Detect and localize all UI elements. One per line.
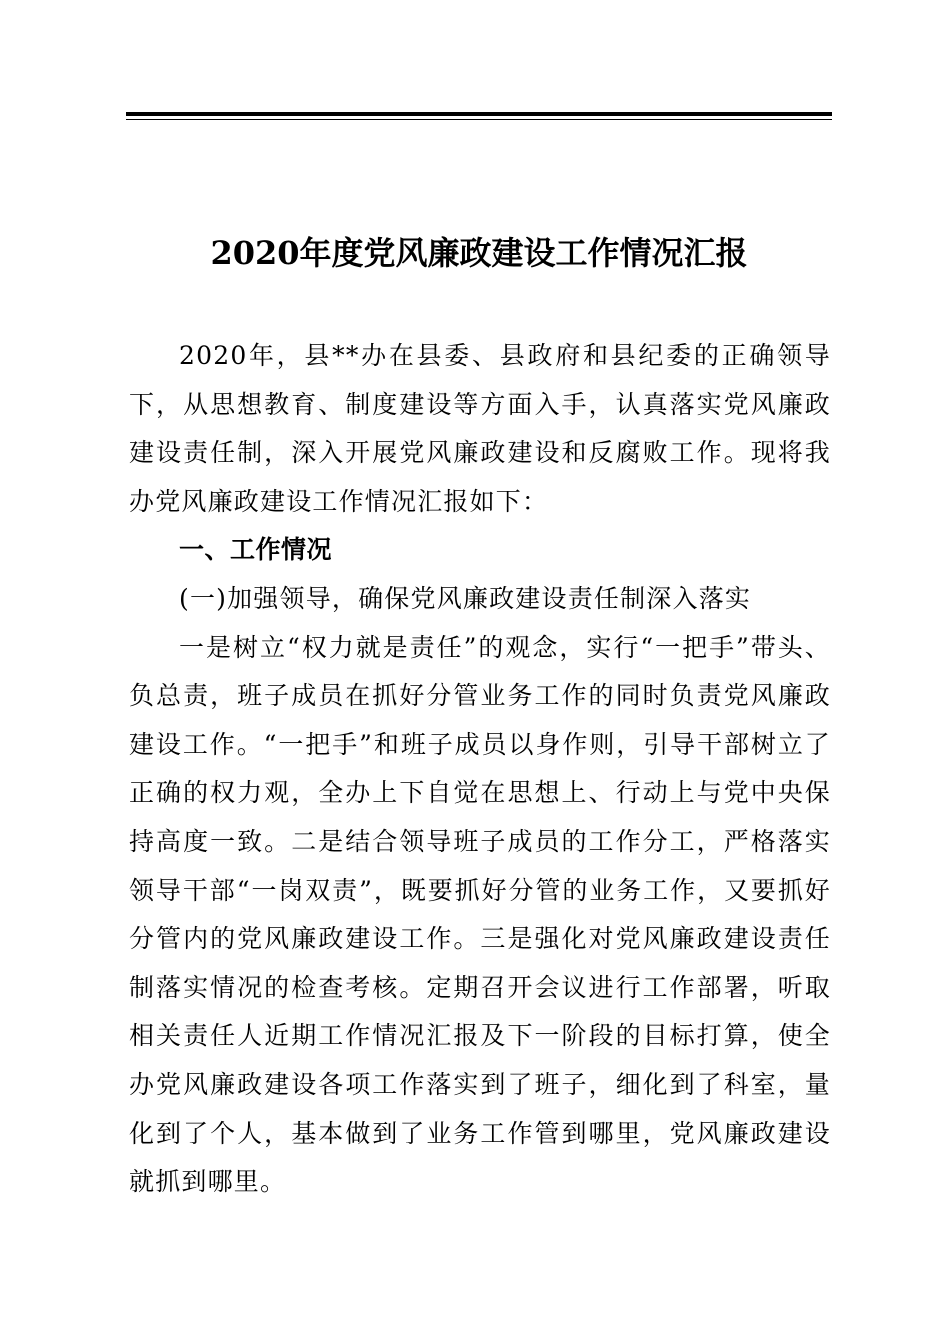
section-heading: 一、工作情况 (179, 535, 333, 565)
header-rule-thin (126, 119, 832, 120)
header-rule-thick (126, 112, 832, 116)
document-body (129, 332, 831, 1207)
body-paragraph: 一是树立“权力就是责任”的观念，实行“一把手”带头、负总责，班子成员在抓好分管业务工作的同时负责党风廉政建设工作。“一把手”和班子成员以身作则，引导干部树立了正确的权力观，全办上下自觉在思想上、行动上与党中央保持高度一致。二是结合领导班子成员的工作分工，严格落实领导干部“一岗双责”，既要抓好分管的业务工作，又要抓好分管内的党风廉政建设工作。三是强化对党风廉政建设责任制落实情况的检查考核。定期召开会议进行工作部署，听取相关责任人近期工作情况汇报及下一阶段的目标打算，使全办党风廉政建设各项工作落实到了班子，细化到了科室，量化到了个人，基本做到了业务工作管到哪里，党风廉政建设就抓到哪里。 (129, 632, 831, 1197)
header-double-rule (126, 112, 832, 120)
intro-paragraph: 2020年，县**办在县委、县政府和县纪委的正确领导下，从思想教育、制度建设等方面入手，认真落实党风廉政建设责任制，深入开展党风廉政建设和反腐败工作。现将我办党风廉政建设工作情况汇报如下： (129, 341, 831, 516)
document-title: 2020年度党风廉政建设工作情况汇报 (210, 234, 748, 272)
subsection-heading: (一)加强领导，确保党风廉政建设责任制深入落实 (179, 583, 752, 613)
